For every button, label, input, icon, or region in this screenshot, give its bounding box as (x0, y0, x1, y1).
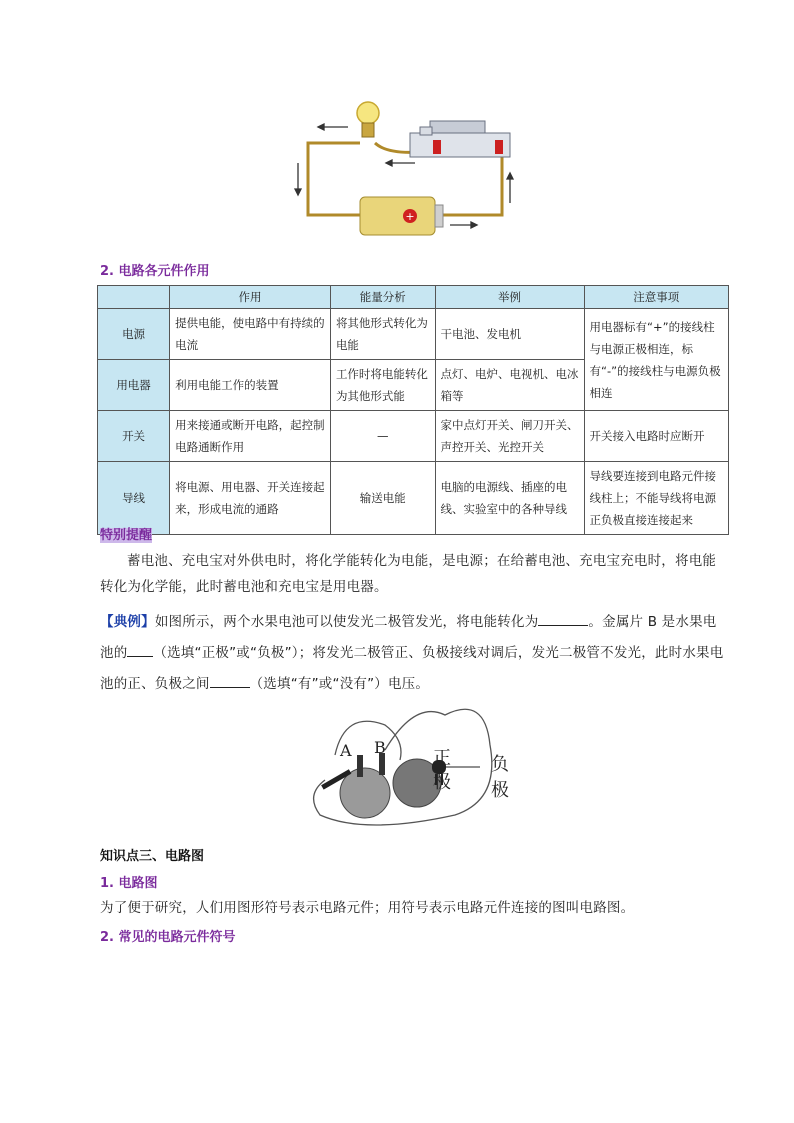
table-cell: 工作时将电能转化为其他形式能 (330, 360, 435, 411)
table-header-cell: 作用 (170, 286, 331, 309)
label-a: A (340, 741, 352, 760)
table-cell: 利用电能工作的装置 (170, 360, 331, 411)
table-cell: 将电源、用电器、开关连接起来，形成电流的通路 (170, 462, 331, 535)
table-header-cell: 能量分析 (330, 286, 435, 309)
row-head: 导线 (98, 462, 170, 535)
row-head: 用电器 (98, 360, 170, 411)
reminder-text: 蓄电池、充电宝对外供电时，将化学能转化为电能，是电源；在给蓄电池、充电宝充电时，将电能转化为化学能，此时蓄电池和充电宝是用电器。 (100, 553, 717, 595)
table-row (98, 309, 729, 360)
label-b: B (374, 738, 386, 757)
table-cell: 家中点灯开关、闸刀开关、声控开关、光控开关 (435, 411, 584, 462)
definition-text: 为了便于研究，人们用图形符号表示电路元件；用符号表示电路元件连接的图叫电路图。 (100, 900, 635, 916)
wire (440, 150, 502, 215)
table-cell: 开关接入电路时应断开 (584, 411, 728, 462)
example-tag: 【典例】 (100, 614, 155, 630)
knowledge-title: 知识点三、电路图 (100, 849, 205, 864)
table-row (98, 462, 729, 535)
reminder-title-text: 特别提醒 (100, 528, 153, 543)
label-positive (433, 747, 451, 795)
circuit-figure (290, 95, 520, 245)
example-text: （选填“有”或“没有”）电压。 (249, 676, 430, 692)
table-cell: — (330, 411, 435, 462)
table-cell: 导线要连接到电路元件接线柱上；不能导线将电源正负极直接连接起来 (584, 462, 728, 535)
table-header-cell (98, 286, 170, 309)
label-text: 极 (433, 772, 451, 793)
label-text: 极 (491, 780, 509, 801)
row-head: 开关 (98, 411, 170, 462)
label-negative (491, 752, 509, 804)
answer-blank[interactable] (538, 613, 588, 626)
table-cell: 提供电能，使电路中有持续的电流 (170, 309, 331, 360)
example-question (100, 607, 725, 700)
table-cell: 用来接通或断开电路，起控制电路通断作用 (170, 411, 331, 462)
row-head: 电源 (98, 309, 170, 360)
reminder-title (100, 524, 152, 543)
label-text: 正 (433, 748, 451, 769)
table-cell: 电脑的电源线、插座的电线、实验室中的各种导线 (435, 462, 584, 535)
label-text: 负 (491, 754, 509, 775)
subsection-title: 2. 常见的电路元件符号 (100, 930, 236, 945)
svg-text:+: + (405, 210, 415, 223)
table-cell: 将其他形式转化为电能 (330, 309, 435, 360)
example-text: 如图所示，两个水果电池可以使发光二极管发光，将电能转化为 (154, 614, 539, 630)
component-table (97, 285, 729, 535)
fruit-battery-figure (305, 705, 530, 830)
subsection-title: 1. 电路图 (100, 876, 158, 891)
table-cell: 用电器标有“+”的接线柱与电源正极相连，标有“-”的接线柱与电源负极相连 (584, 309, 728, 411)
table-header-cell: 注意事项 (584, 286, 728, 309)
answer-blank[interactable] (210, 675, 250, 688)
table-cell: 干电池、发电机 (435, 309, 584, 360)
section-title: 2. 电路各元件作用 (100, 264, 210, 279)
table-header-cell: 举例 (435, 286, 584, 309)
table-row (98, 411, 729, 462)
table-cell: 输送电能 (330, 462, 435, 535)
wire (308, 143, 360, 215)
example-text: （选填“正极”或“负极”）；将发光二极管正、负极接线对调后，发光二极管不发光，此时水果电池的正、负极之间 (100, 645, 724, 692)
bulb-icon (357, 102, 379, 124)
table-cell: 点灯、电炉、电视机、电冰箱等 (435, 360, 584, 411)
example-text: 。金属片 B 是水果电池的 (100, 614, 717, 661)
answer-blank[interactable] (127, 644, 153, 657)
table-header-row (98, 286, 729, 309)
battery-icon (360, 197, 435, 235)
